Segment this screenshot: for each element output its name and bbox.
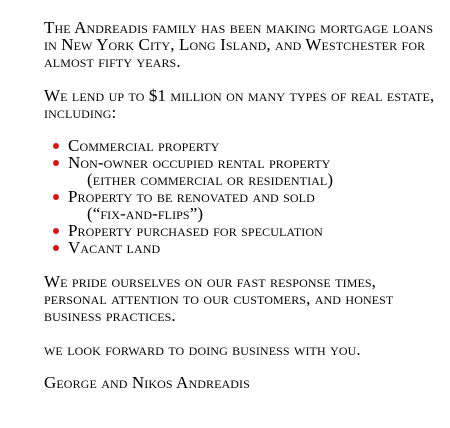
intro-paragraph: The Andreadis family has been making mortgage loans in New York City, Long Island, and Westchester for almost fifty years.: [44, 18, 434, 71]
signature: George and Nikos Andreadis: [44, 373, 250, 392]
pride-paragraph: We pride ourselves on our fast response times, personal attention to our customers, and honest business practices.: [44, 272, 394, 325]
paragraph-spacer: [44, 256, 439, 273]
list-item: [44, 137, 439, 154]
list-item-label: Property purchased for speculation: [68, 221, 323, 240]
bullet-icon: [53, 143, 59, 149]
property-type-list: [44, 137, 439, 256]
list-item-note: (either commercial or residential): [87, 170, 334, 189]
list-item: [44, 154, 439, 188]
list-item: [44, 239, 439, 256]
bullet-icon: [53, 228, 59, 234]
list-item: [44, 222, 439, 239]
list-item-label: Non-owner occupied rental property: [68, 153, 331, 172]
paragraph-spacer: [44, 358, 439, 374]
paragraph-spacer: [44, 121, 439, 137]
list-item-label: Property to be renovated and sold: [68, 187, 315, 206]
bullet-icon: [53, 194, 59, 200]
letter-body: [44, 19, 439, 391]
bullet-icon: [53, 245, 59, 251]
list-item-label: Vacant land: [68, 238, 161, 257]
list-item-label: Commercial property: [68, 136, 220, 155]
paragraph-spacer: [44, 324, 439, 341]
list-item: [44, 188, 439, 222]
list-item-note: (“fix-and-flips”): [87, 204, 204, 223]
closing-paragraph: we look forward to doing business with you.: [44, 340, 361, 359]
bullet-icon: [53, 160, 59, 166]
paragraph-spacer: [44, 70, 439, 87]
lending-paragraph: We lend up to $1 million on many types of real estate, including:: [44, 86, 435, 122]
